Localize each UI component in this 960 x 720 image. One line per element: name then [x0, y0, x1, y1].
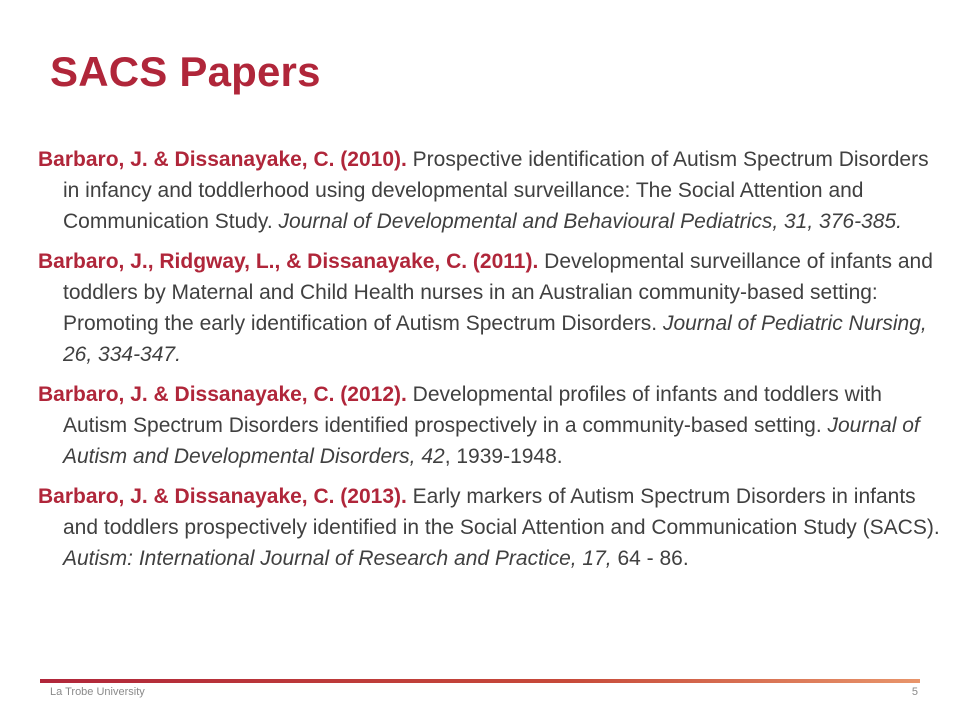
- reference-title: Developmental surveillance of infants and toddlers by Maternal and Child Health nurses in an Australian community-based setting: Promoting the early identification of Autism Spectrum Disorders.: [63, 250, 933, 335]
- reference-title: Early markers of Autism Spectrum Disorders in infants and toddlers prospectively identified in the Social Attention and Communication Study (SACS).: [63, 485, 940, 539]
- footer-organization: La Trobe University: [50, 686, 145, 698]
- reference-tail: , 1939-1948.: [444, 445, 563, 468]
- reference-title: Prospective identification of Autism Spectrum Disorders in infancy and toddlerhood using developmental surveillance: The Social Attention and Communication Study.: [63, 148, 929, 233]
- reference-authors: Barbaro, J. & Dissanayake, C. (2013).: [38, 485, 407, 508]
- reference-journal: Journal of Autism and Developmental Disorders, 42: [63, 414, 920, 468]
- slide-title: SACS Papers: [50, 48, 321, 95]
- reference-journal: Journal of Pediatric Nursing, 26, 334-347.: [63, 312, 927, 366]
- reference-authors: Barbaro, J. & Dissanayake, C. (2012).: [38, 383, 407, 406]
- footer-divider: [40, 679, 920, 683]
- reference-journal: Autism: International Journal of Research and Practice, 17,: [63, 547, 612, 570]
- reference-authors: Barbaro, J., Ridgway, L., & Dissanayake, C. (2011).: [38, 250, 539, 273]
- reference-item: [38, 144, 948, 237]
- page-number: 5: [911, 686, 918, 698]
- reference-tail: 64 - 86.: [611, 547, 689, 570]
- reference-item: [38, 481, 948, 574]
- reference-title: Developmental profiles of infants and toddlers with Autism Spectrum Disorders identified prospectively in a community-based setting.: [63, 383, 882, 437]
- reference-item: [38, 379, 948, 472]
- reference-list: [38, 144, 948, 583]
- reference-authors: Barbaro, J. & Dissanayake, C. (2010).: [38, 148, 407, 171]
- reference-journal: Journal of Developmental and Behavioural Pediatrics, 31, 376-385.: [278, 210, 902, 233]
- reference-item: [38, 246, 948, 370]
